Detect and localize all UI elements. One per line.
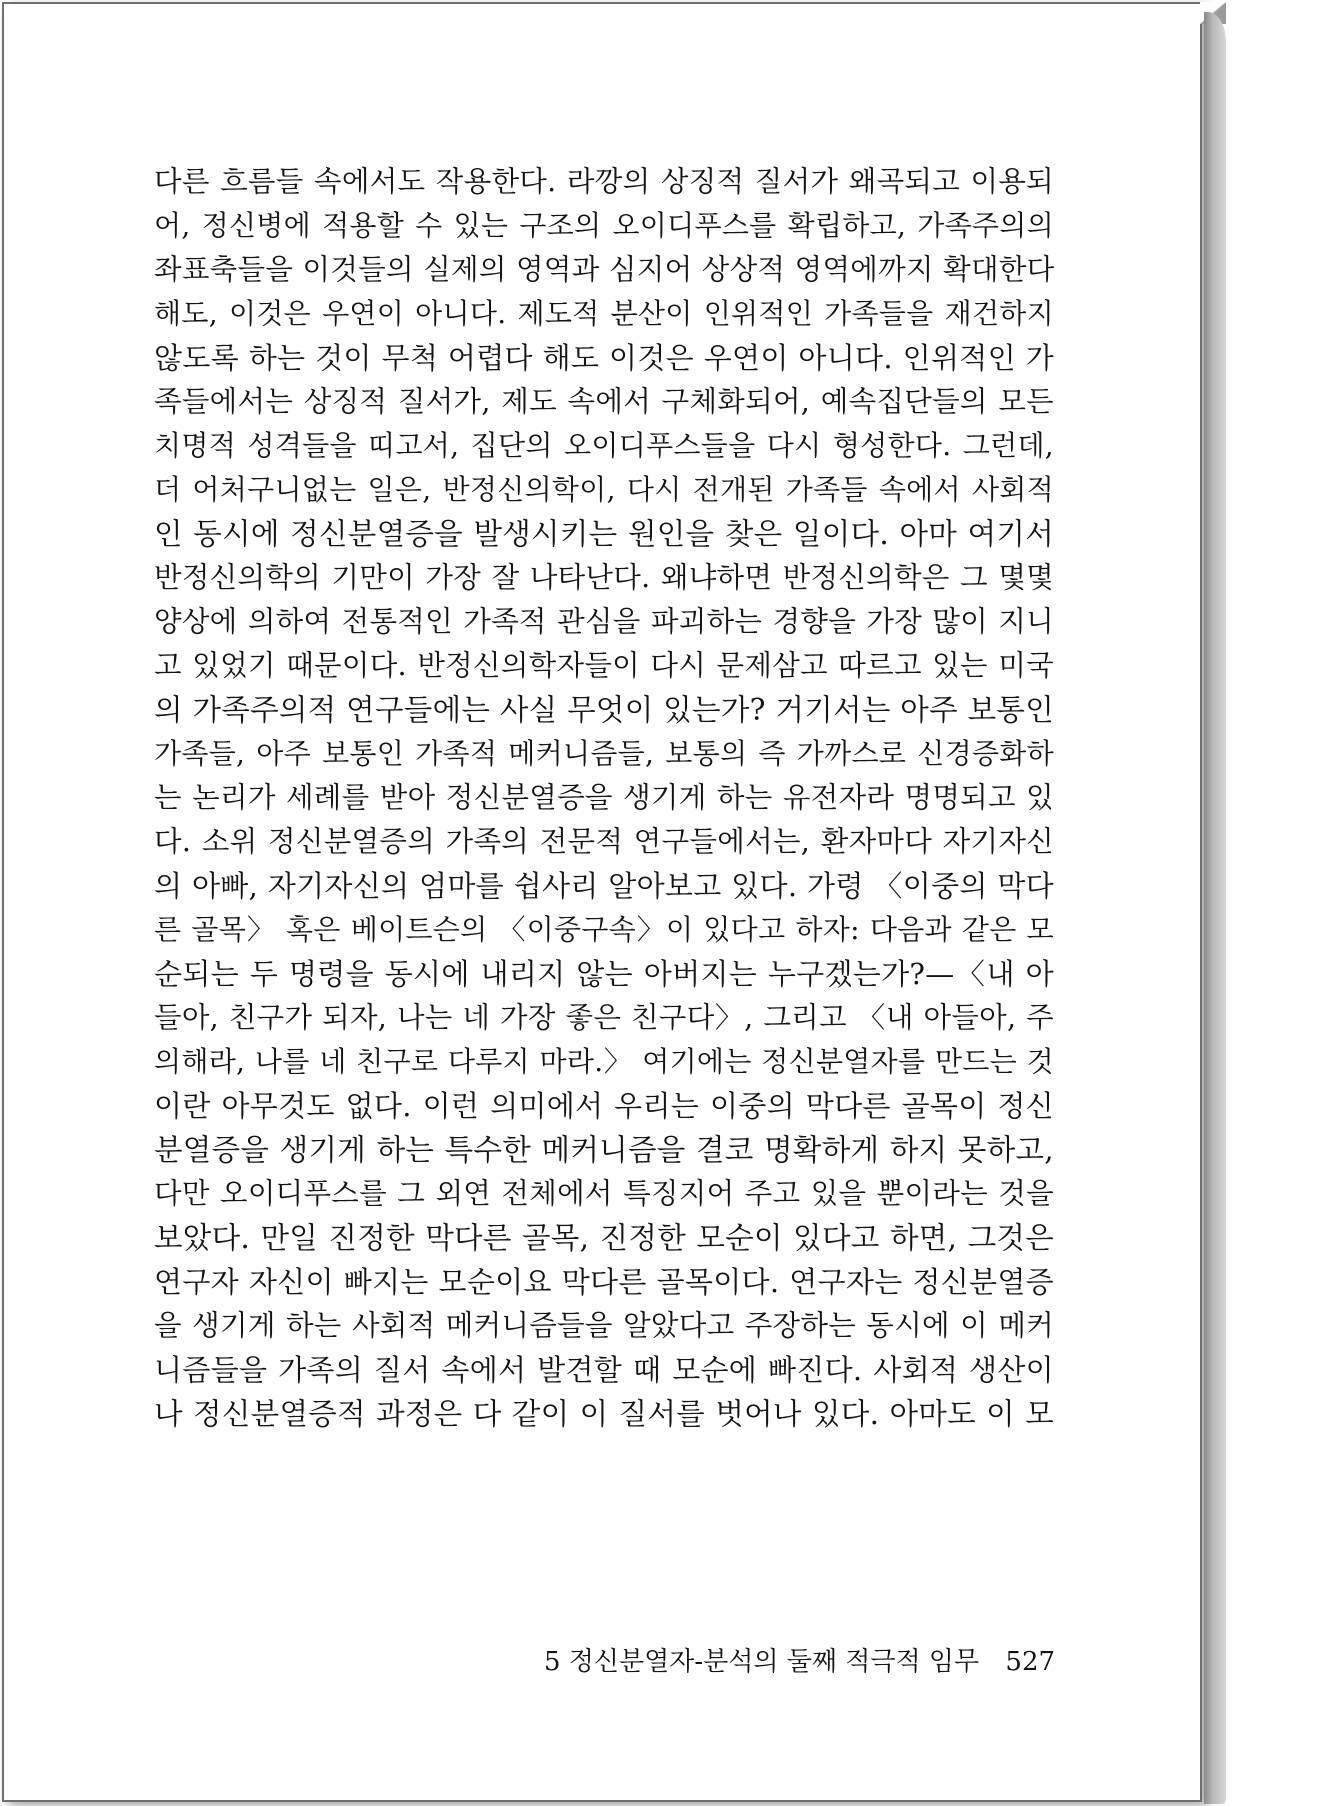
text-line-7: 치명적 성격들을 띠고서, 집단의 오이디푸스들을 다시 형성한다. 그런데,	[154, 429, 1054, 462]
page-stack-edge	[1204, 12, 1226, 1804]
text-line-22: 이란 아무것도 없다. 이런 의미에서 우리는 이중의 막다른 골목이 정신	[154, 1089, 1054, 1123]
text-line-1: 다른 흐름들 속에서도 작용한다. 라깡의 상징적 질서가 왜곡되고 이용되	[154, 165, 1054, 198]
text-line-11: 양상에 의하여 전통적인 가족적 관심을 파괴하는 경향을 가장 많이 지니	[154, 605, 1054, 638]
text-line-16: 다. 소위 정신분열증의 가족의 전문적 연구들에서는, 환자마다 자기자신	[154, 825, 1054, 858]
body-text	[154, 160, 1054, 1436]
text-line-28: 니즘들을 가족의 질서 속에서 발견할 때 모순에 빠진다. 사회적 생산이	[154, 1353, 1054, 1387]
page-number: 527	[1005, 1647, 1056, 1677]
text-line-17: 의 아빠, 자기자신의 엄마를 쉽사리 알아보고 있다. 가령 〈이중의 막다	[154, 869, 1054, 903]
text-line-23: 분열증을 생기게 하는 특수한 메커니즘을 결코 명확하게 하지 못하고,	[154, 1133, 1054, 1167]
page-footer	[544, 1642, 1054, 1682]
text-line-14: 가족들, 아주 보통인 가족적 메커니즘들, 보통의 즉 가까스로 신경증화하	[154, 737, 1054, 770]
text-line-9: 인 동시에 정신분열증을 발생시키는 원인을 찾은 일이다. 아마 여기서	[154, 517, 1054, 551]
text-line-25: 보았다. 만일 진정한 막다른 골목, 진정한 모순이 있다고 하면, 그것은	[154, 1221, 1054, 1255]
text-line-5: 않도록 하는 것이 무척 어렵다 해도 이것은 우연이 아니다. 인위적인 가	[154, 341, 1054, 375]
text-line-6: 족들에서는 상징적 질서가, 제도 속에서 구체화되어, 예속집단들의 모든	[154, 385, 1054, 418]
text-line-2: 어, 정신병에 적용할 수 있는 구조의 오이디푸스를 확립하고, 가족주의의	[154, 209, 1054, 242]
text-line-19: 순되는 두 명령을 동시에 내리지 않는 아버지는 누구겠는가?—〈내 아	[154, 957, 1054, 991]
text-line-29: 나 정신분열증적 과정은 다 같이 이 질서를 벗어나 있다. 아마도 이 모	[154, 1397, 1054, 1431]
text-line-3: 좌표축들을 이것들의 실제의 영역과 심지어 상상적 영역에까지 확대한다	[154, 253, 1055, 286]
running-title: 5 정신분열자-분석의 둘째 적극적 임무	[544, 1647, 980, 1677]
text-line-10: 반정신의학의 기만이 가장 잘 나타난다. 왜냐하면 반정신의학은 그 몇몇	[154, 561, 1054, 594]
text-line-21: 의해라, 나를 네 친구로 다루지 마라.〉 여기에는 정신분열자를 만드는 것	[154, 1045, 1054, 1078]
text-line-15: 는 논리가 세례를 받아 정신분열증을 생기게 하는 유전자라 명명되고 있	[154, 781, 1054, 814]
text-line-24: 다만 오이디푸스를 그 외연 전체에서 특징지어 주고 있을 뿐이라는 것을	[154, 1177, 1054, 1210]
text-line-18: 른 골목〉 혹은 베이트슨의 〈이중구속〉이 있다고 하자: 다음과 같은 모	[154, 913, 1054, 946]
book-page	[2, 2, 1202, 1802]
text-line-26: 연구자 자신이 빠지는 모순이요 막다른 골목이다. 연구자는 정신분열증	[154, 1265, 1054, 1299]
text-line-8: 더 어처구니없는 일은, 반정신의학이, 다시 전개된 가족들 속에서 사회적	[154, 473, 1054, 506]
text-line-12: 고 있었기 때문이다. 반정신의학자들이 다시 문제삼고 따르고 있는 미국	[154, 649, 1054, 682]
text-line-27: 을 생기게 하는 사회적 메커니즘들을 알았다고 주장하는 동시에 이 메커	[154, 1309, 1054, 1342]
text-line-20: 들아, 친구가 되자, 나는 네 가장 좋은 친구다〉, 그리고 〈내 아들아, 주	[154, 1001, 1054, 1034]
text-line-4: 해도, 이것은 우연이 아니다. 제도적 분산이 인위적인 가족들을 재건하지	[154, 297, 1054, 330]
text-line-13: 의 가족주의적 연구들에는 사실 무엇이 있는가? 거기서는 아주 보통인	[154, 693, 1054, 727]
